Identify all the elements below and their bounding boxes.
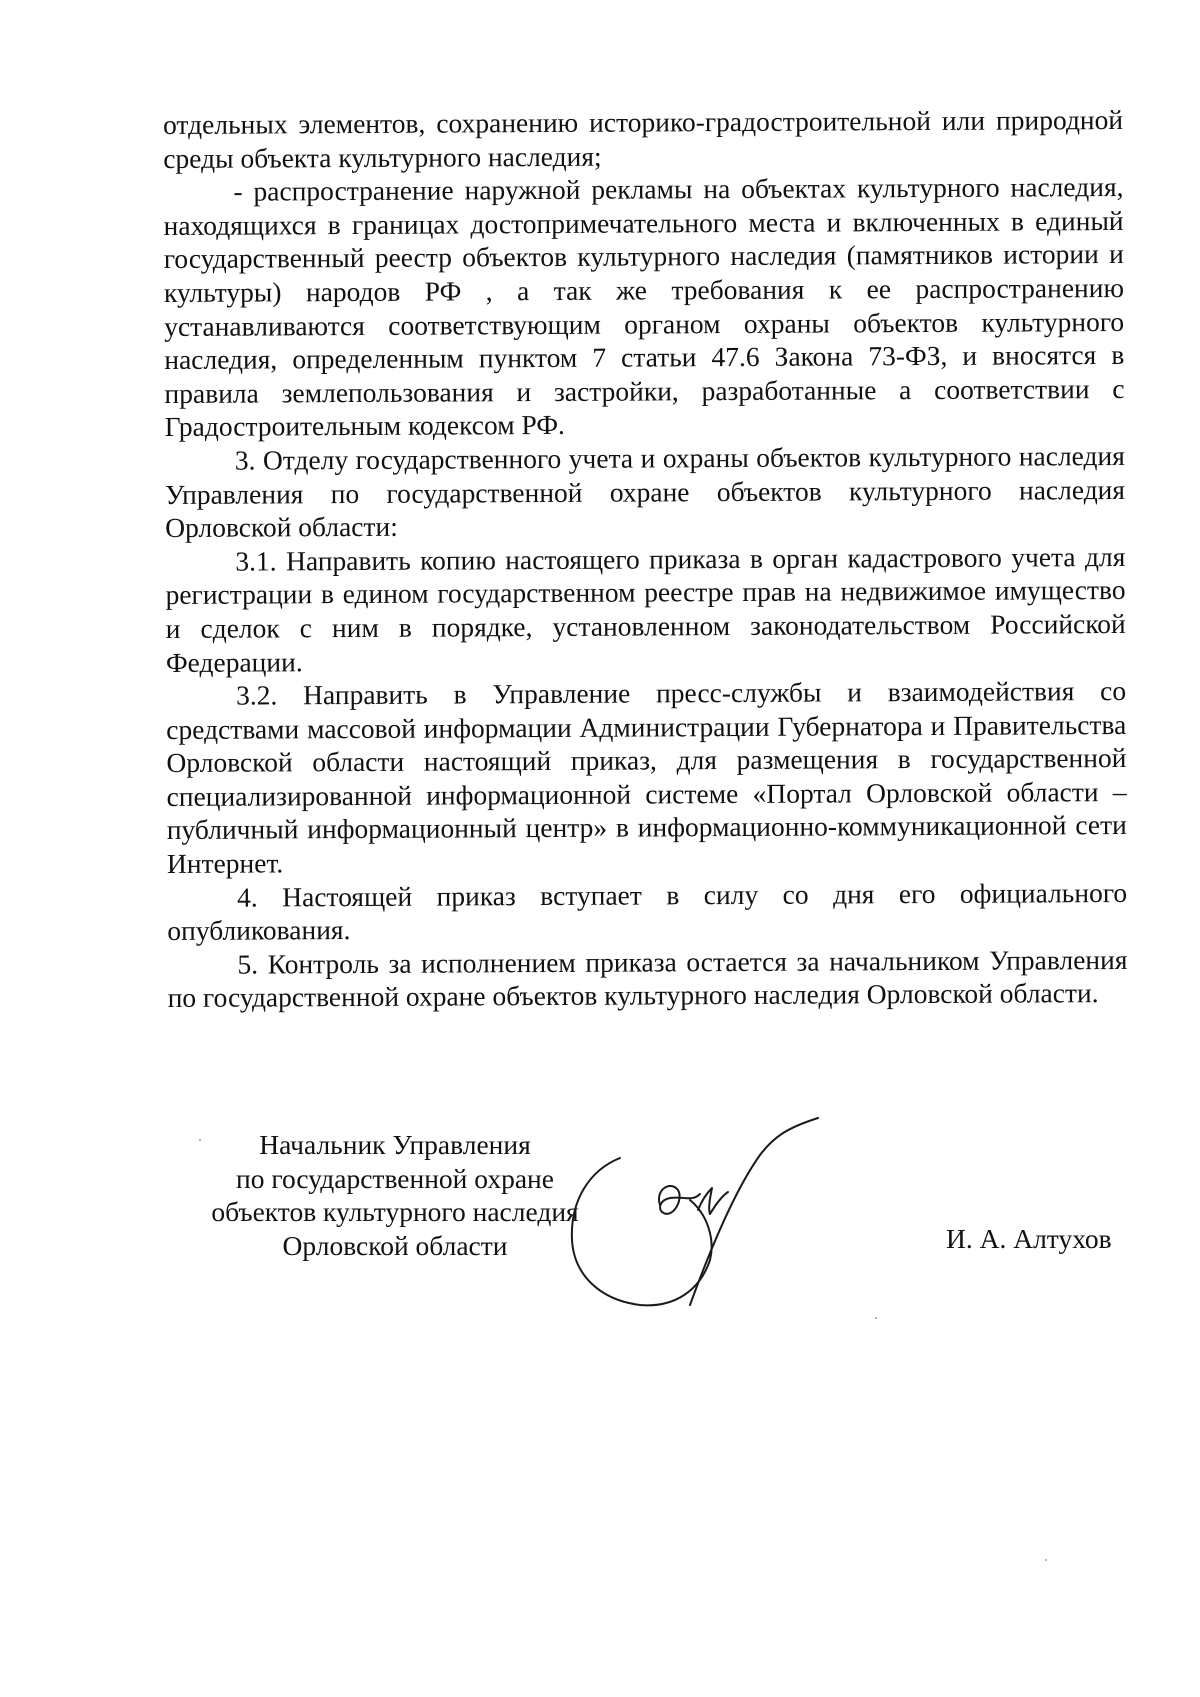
paragraph-item-3-2: 3.2. Направить в Управление пресс-службы и взаимодействия со средствами массовой информации Администрации Губернатора и Правительства Орловской области настоящий приказ, для размещения в государственной специализированной информационной системе «Портал Орловской области – публичный информационный центр» в информационно-коммуникационной сети Интернет. <box>166 675 1127 880</box>
paragraph-continuation: отдельных элементов, сохранению историко-градостроительной или природной среды объекта культурного наследия; <box>163 103 1124 174</box>
paragraph-advertising-rules: - распространение наружной рекламы на объектах культурного наследия, находящихся в границах достопримечательного места и включенных в единый государственный реестр объектов культурного наследия (памятников истории и культуры) народов РФ , а так же требования к ее распространению устанавливаются соответствующим органом охраны объектов культурного наследия, определенным пунктом 7 статьи 47.6 Закона 73-ФЗ, и вносятся в правила землепользования и застройки, разработанные а соответствии с Градостроительным кодексом РФ. <box>163 171 1125 443</box>
paragraph-item-3: 3. Отделу государственного учета и охраны объектов культурного наследия Управления по государственной охране объектов культурного наследия Орловской области: <box>164 439 1126 544</box>
signatory-name: И. А. Алтухов <box>946 1223 1112 1254</box>
document-body <box>163 103 1128 1015</box>
signatory-title <box>180 1128 610 1262</box>
signatory-title-line: Орловской области <box>282 1229 508 1261</box>
paragraph-item-4: 4. Настоящей приказ вступает в силу со дня его официального опубликования. <box>167 876 1128 947</box>
signatory-title-line: по государственной охране <box>236 1162 554 1194</box>
paragraph-item-3-1: 3.1. Направить копию настоящего приказа в орган кадастрового учета для регистрации в едином государственном реестре прав на недвижимое имущество и сделок с ним в порядке, установленном законодательством Российской Федерации. <box>165 540 1126 678</box>
handwritten-signature <box>560 1100 860 1330</box>
signatory-title-line: Начальник Управления <box>259 1129 531 1160</box>
signatory-title-line: объектов культурного наследия <box>211 1196 579 1228</box>
paragraph-item-5: 5. Контроль за исполнением приказа остается за начальником Управления по государственной охране объектов культурного наследия Орловской области. <box>167 943 1128 1014</box>
